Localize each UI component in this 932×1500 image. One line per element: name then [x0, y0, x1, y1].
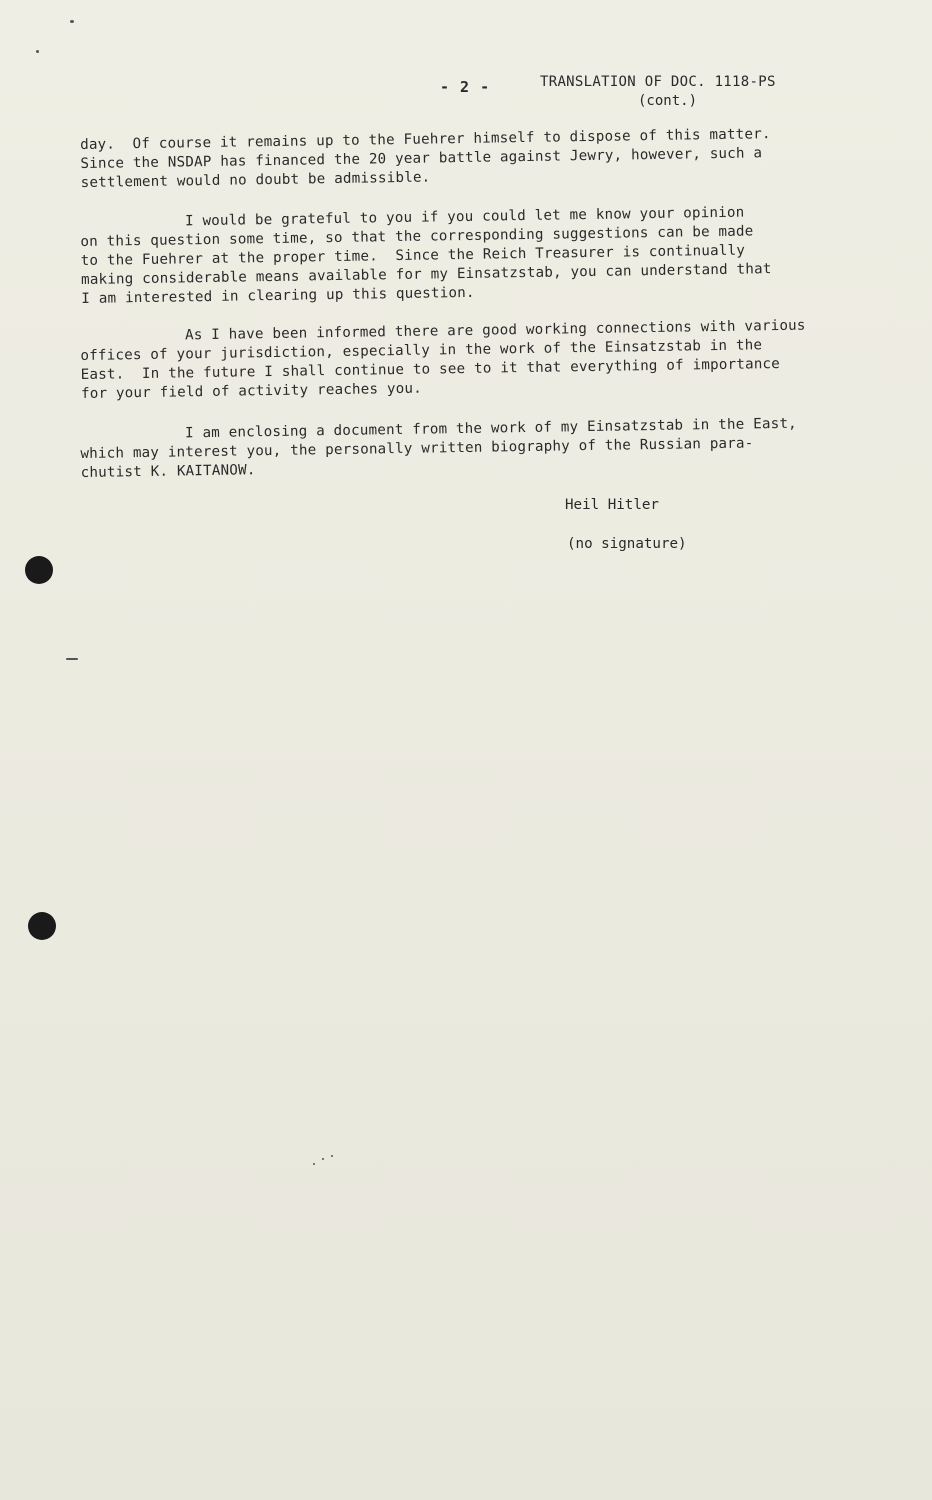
paper-speck: [313, 1163, 315, 1165]
paper-speck: [322, 1158, 324, 1160]
body-paragraph: I am enclosing a document from the work of my Einsatzstab in the East, which may interest you, the personally written biography of the Russian para- chutist K. KAITANOW.: [80, 415, 797, 481]
continued-marker: (cont.): [638, 93, 698, 109]
paper-speck: [36, 50, 39, 53]
paper-speck: [70, 20, 74, 23]
punch-hole-icon: [28, 912, 56, 940]
punch-hole-icon: [25, 556, 53, 584]
body-paragraph: I would be grateful to you if you could let me know your opinion on this question some time, so that the corresponding suggestions can be made to the Fuehrer at the proper time. Since the Reich Treasurer is continually making considerable means available for my Einsatzstab, you can understand that I am interested in clearing up this question.: [80, 204, 772, 307]
closing-salutation: Heil Hitler: [565, 497, 659, 513]
page-number: - 2 -: [440, 78, 491, 96]
document-title: TRANSLATION OF DOC. 1118-PS: [540, 74, 776, 90]
paper-speck: [66, 658, 78, 660]
signature-note: (no signature): [567, 536, 687, 552]
body-paragraph: day. Of course it remains up to the Fuehrer himself to dispose of this matter. Since the NSDAP has financed the 20 year battle against Jewry, however, such a settlement would no doubt be admissible.: [80, 126, 771, 191]
paper-speck: [331, 1155, 333, 1157]
body-paragraph: As I have been informed there are good working connections with various offices of your jurisdiction, especially in the work of the Einsatzstab in the East. In the future I shall continue to see to it that everything of importance for your field of activity reaches you.: [80, 317, 806, 402]
